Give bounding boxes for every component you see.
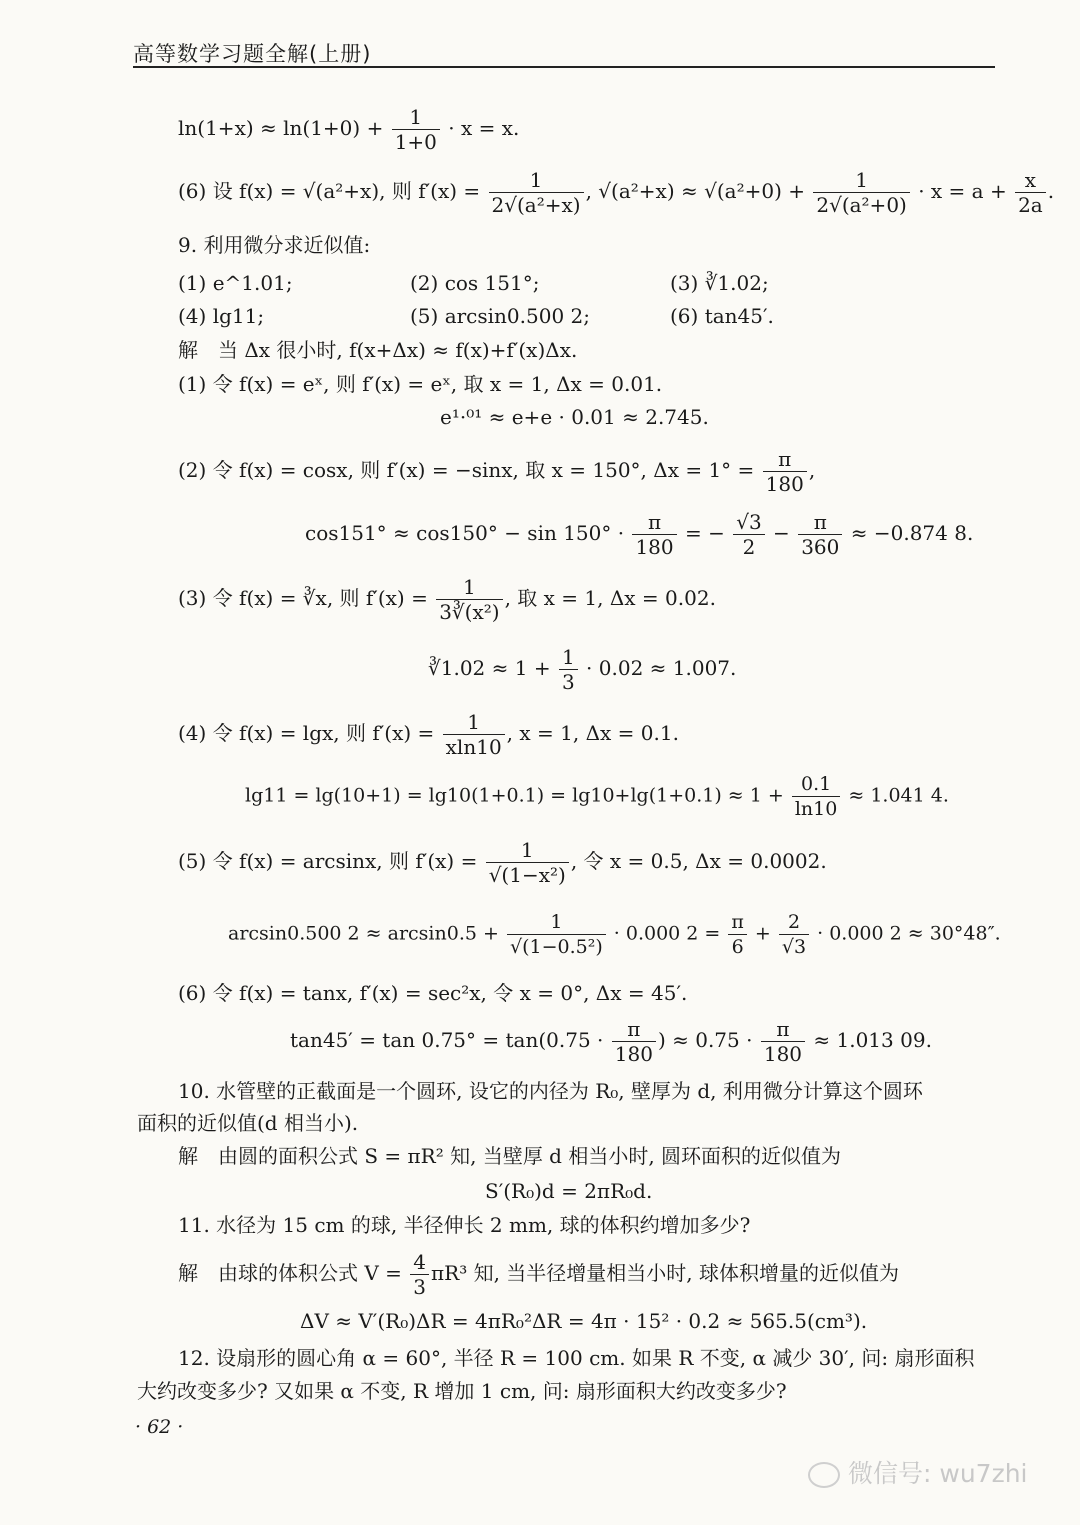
step-1a: (1) 令 f(x) = eˣ, 则 f′(x) = eˣ, 取 x = 1, Δx = 0.01. — [178, 372, 663, 396]
question-12-cont: 大约改变多少? 又如果 α 不变, R 增加 1 cm, 问: 扇形面积大约改变多少? — [137, 1379, 787, 1403]
math-text: ln(1+x) ≈ ln(1+0) + — [178, 116, 390, 140]
solution-9: 解 当 Δx 很小时, f(x+Δx) ≈ f(x)+f′(x)Δx. — [178, 338, 578, 362]
step-6a: (6) 令 f(x) = tanx, f′(x) = sec²x, 令 x = 0°, Δx = 45′. — [178, 981, 688, 1005]
step-3b: ∛1.02 ≈ 1 + $\frac{1}{3}$ · 0.02 ≈ 1.007. — [428, 645, 737, 694]
question-12: 12. 设扇形的圆心角 α = 60°, 半径 R = 100 cm. 如果 R 不变, α 减少 30′, 问: 扇形面积 — [178, 1346, 975, 1370]
step-1b: e¹·⁰¹ ≈ e+e · 0.01 ≈ 2.745. — [440, 405, 709, 429]
fraction: $\frac{1}{\text{2√(a²+x)}}$ — [489, 168, 584, 217]
text-line: (6) 设 f(x) = √(a²+x), 则 f′(x) = $\frac{1}{\text{2√(a²+x)}}$ , √(a²+x) ≈ √(a²+0) + $\frac{1}{\text{2√(a²+0)}}$ · x = a + $\frac{x}{2a}$ . — [178, 168, 1055, 217]
step-5b: arcsin0.500 2 ≈ arcsin0.5 + $\frac{1}{\text{√(1−0.5²)}}$ · 0.000 2 = $\frac{\pi}{6}$ + $\frac{2}{√3}$ · 0.000 2 ≈ 30°48″. — [228, 911, 1001, 958]
q9-item: (2) cos 151°; — [410, 271, 540, 295]
solution-10: 解 由圆的面积公式 S = πR² 知, 当壁厚 d 相当小时, 圆环面积的近似值为 — [178, 1144, 842, 1168]
step-2b: cos151° ≈ cos150° − sin 150° · $\frac{\pi}{180}$ = − $\frac{√3}{2}$ − $\frac{\pi}{360}$ ≈ −0.874 8. — [305, 510, 974, 559]
solution-11-formula: ΔV ≈ V′(R₀)ΔR = 4πR₀²ΔR = 4π · 15² · 0.2 ≈ 565.5(cm³). — [300, 1309, 868, 1333]
step-6b: tan45′ = tan 0.75° = tan(0.75 · $\frac{\pi}{180}$ ) ≈ 0.75 · $\frac{\pi}{180}$ ≈ 1.013 09. — [290, 1017, 932, 1066]
fraction: $\frac{1}{xln10}$ — [443, 710, 505, 759]
math-text: · x = x. — [441, 116, 520, 140]
q9-item: (4) lg11; — [178, 304, 265, 328]
step-2a: (2) 令 f(x) = cosx, 则 f′(x) = −sinx, 取 x = 150°, Δx = 1° = $\frac{\pi}{180}$ , — [178, 447, 816, 496]
q9-item: (1) e^1.01; — [178, 271, 293, 295]
fraction: $\frac{√3}{2}$ — [733, 510, 764, 559]
fraction: $\frac{\pi}{360}$ — [798, 510, 842, 559]
step-5a: (5) 令 f(x) = arcsinx, 则 f′(x) = $\frac{1}{\text{√(1−x²)}}$ , 令 x = 0.5, Δx = 0.0002. — [178, 838, 827, 887]
fraction: $\frac{1}{\text{√(1−x²)}}$ — [486, 838, 569, 887]
fraction: $\frac{1}{\text{3∛(x²)}}$ — [436, 575, 502, 624]
question-10-cont: 面积的近似值(d 相当小). — [137, 1111, 359, 1135]
watermark-text: 微信号: wu7zhi — [848, 1459, 1028, 1488]
fraction: $\frac{x}{2a}$ — [1015, 168, 1046, 217]
step-4a: (4) 令 f(x) = lgx, 则 f′(x) = $\frac{1}{xln10}$ , x = 1, Δx = 0.1. — [178, 710, 679, 759]
q9-item: (6) tan45′. — [670, 304, 774, 328]
header-rule — [133, 66, 995, 68]
q9-item: (5) arcsin0.500 2; — [410, 304, 590, 328]
fraction: $\frac{1}{1+0}$ — [392, 105, 440, 154]
fraction: $\frac{\pi}{180}$ — [612, 1017, 656, 1066]
fraction: $\frac{0.1}{\ln 10}$ — [792, 772, 841, 821]
watermark — [808, 1454, 1027, 1490]
question-9: 9. 利用微分求近似值: — [178, 233, 371, 257]
fraction: $\frac{\pi}{180}$ — [763, 447, 807, 496]
fraction: $\frac{4}{3}$ — [410, 1250, 429, 1299]
page-number: · 62 · — [135, 1416, 184, 1438]
solution-10-formula: S′(R₀)d = 2πR₀d. — [485, 1179, 653, 1203]
step-3a: (3) 令 f(x) = ∛x, 则 f′(x) = $\frac{1}{\text{3∛(x²)}}$ , 取 x = 1, Δx = 0.02. — [178, 575, 716, 624]
q9-item: (3) ∛1.02; — [670, 271, 769, 295]
text-line — [178, 105, 519, 154]
fraction: $\frac{\pi}{6}$ — [728, 910, 747, 959]
step-4b: lg11 = lg(10+1) = lg10(1+0.1) = lg10+lg(1+0.1) ≈ 1 + $\frac{0.1}{\ln 10}$ ≈ 1.041 4. — [245, 773, 949, 820]
solution-11: 解 由球的体积公式 V = $\frac{4}{3}$ πR³ 知, 当半径增量相当小时, 球体积增量的近似值为 — [178, 1250, 900, 1299]
fraction: $\frac{1}{3}$ — [559, 645, 578, 694]
fraction: $\frac{\pi}{180}$ — [632, 510, 676, 559]
fraction: $\frac{\pi}{180}$ — [761, 1017, 805, 1066]
question-11: 11. 水径为 15 cm 的球, 半径伸长 2 mm, 球的体积约增加多少? — [178, 1213, 751, 1237]
fraction: $\frac{2}{√3}$ — [779, 910, 809, 959]
fraction: $\frac{1}{\text{√(1−0.5²)}}$ — [507, 910, 606, 959]
wechat-icon — [808, 1462, 840, 1488]
running-header: 高等数学习题全解(上册) — [133, 42, 372, 66]
question-10: 10. 水管壁的正截面是一个圆环, 设它的内径为 R₀, 壁厚为 d, 利用微分计算这个圆环 — [178, 1079, 923, 1103]
fraction: $\frac{1}{\text{2√(a²+0)}}$ — [813, 168, 910, 217]
